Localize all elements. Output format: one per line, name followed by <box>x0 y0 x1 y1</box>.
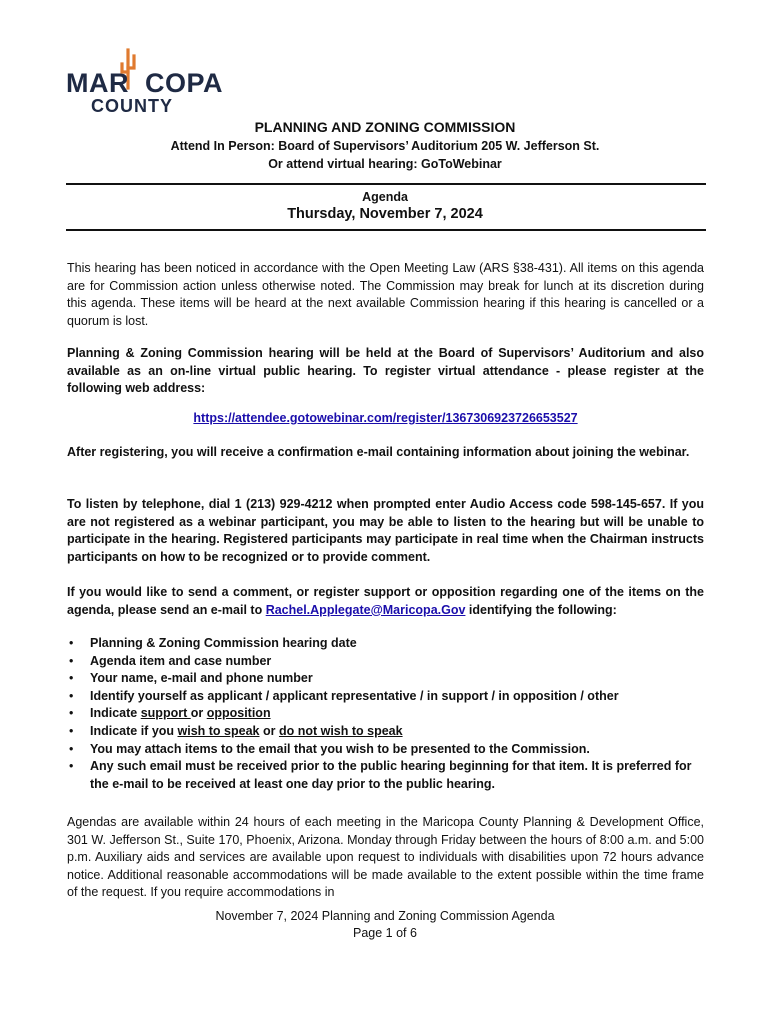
list-item: • Agenda item and case number <box>67 653 704 671</box>
list-item: • Identify yourself as applicant / applicant representative / in support / in opposition / other <box>67 688 704 706</box>
virtual-hearing-paragraph: Planning & Zoning Commission hearing will be held at the Board of Supervisors’ Auditorium and also available as an on-line virtual public hearing. To register virtual attendance - please register at the following web address: <box>67 346 704 396</box>
page-title: PLANNING AND ZONING COMMISSION <box>254 119 516 135</box>
confirmation-paragraph: After registering, you will receive a confirmation e-mail containing information about joining the webinar. <box>67 445 690 459</box>
list-item: • Planning & Zoning Commission hearing date <box>67 635 704 653</box>
accessibility-paragraph: Agendas are available within 24 hours of each meeting in the Maricopa County Planning & Development Office, 301 W. Jefferson St., Suite 170, Phoenix, Arizona. Monday through Friday between the hours of 8:00 a.m. and 5:00 p.m. Auxiliary aids and services are available upon request to individuals with disabilities upon 72 hours advance notice. Additional reasonable accommodations will be made available to the extent possible within the time frame of the request. If you require accommodations in <box>67 815 704 900</box>
logo-wordmark-line2: COUNTY <box>91 96 173 116</box>
maricopa-county-logo <box>66 44 224 116</box>
bullet-icon: • <box>69 653 74 668</box>
comment-text-before: If you would like to send a comment, or register support or opposition regarding one of the items on the agenda, please send an e-mail to <box>67 585 704 617</box>
list-item: • Any such email must be received prior to the public hearing beginning for that item. It is preferred for the e-mail to be received at least one day prior to the public hearing. <box>69 759 692 791</box>
logo-text-mar: MAR <box>66 68 129 98</box>
list-item: • Indicate support or opposition <box>67 705 704 723</box>
logo-text-copa: COPA <box>145 68 224 98</box>
bottom-divider <box>66 229 706 231</box>
footer-title: November 7, 2024 Planning and Zoning Commission Agenda <box>215 909 555 923</box>
list-item: • Your name, e-mail and phone number <box>67 670 704 688</box>
bullet-icon: • <box>69 671 74 686</box>
opposition-term: opposition <box>206 706 271 721</box>
bullet-icon: • <box>69 723 74 738</box>
email-link[interactable]: Rachel.Applegate@Maricopa.Gov <box>265 602 466 617</box>
agenda-label: Agenda <box>362 190 408 204</box>
support-term: support <box>140 706 191 721</box>
agenda-date: Thursday, November 7, 2024 <box>287 206 483 222</box>
bullet-icon: • <box>69 706 74 721</box>
bullet-icon: • <box>69 636 74 650</box>
comment-instructions <box>67 584 704 619</box>
logo-wordmark-line1 <box>66 68 223 99</box>
top-divider <box>66 183 706 185</box>
bullet-icon: • <box>69 688 74 703</box>
open-meeting-notice: This hearing has been noticed in accordance with the Open Meeting Law (ARS §38-431). All items on this agenda are for Commission action unless otherwise noted. The Commission may break for lunch at its discretion during this agenda. These items will be heard at the next available Commission hearing if this hearing is cancelled or a quorum is lost. <box>67 261 704 328</box>
webinar-link-container <box>67 410 704 428</box>
required-info-list <box>67 635 704 793</box>
webinar-registration-link[interactable]: https://attendee.gotowebinar.com/register/1367306923726653527 <box>193 411 578 425</box>
wish-to-speak-term: wish to speak <box>177 723 260 738</box>
comment-text-after: identifying the following: <box>465 602 617 617</box>
telephone-paragraph: To listen by telephone, dial 1 (213) 929-4212 when prompted enter Audio Access code 598-145-657. If you are not registered as a webinar participant, you may be able to listen to the hearing but will be unable to participate in the hearing. Registered participants may participate in real time when the Chairman instructs participants on how to be recognized or to provide comment. <box>67 497 704 564</box>
virtual-hearing-note: Or attend virtual hearing: GoToWebinar <box>268 157 502 171</box>
bullet-icon: • <box>69 741 74 756</box>
bullet-icon: • <box>69 759 74 774</box>
in-person-location: Attend In Person: Board of Supervisors’ Auditorium 205 W. Jefferson St. <box>170 139 600 153</box>
not-wish-to-speak-term: do not wish to speak <box>278 723 403 738</box>
list-item: • You may attach items to the email that you wish to be presented to the Commission. <box>67 741 704 759</box>
page-number: Page 1 of 6 <box>353 926 417 940</box>
list-item: • Indicate if you wish to speak or do not wish to speak <box>67 723 704 741</box>
